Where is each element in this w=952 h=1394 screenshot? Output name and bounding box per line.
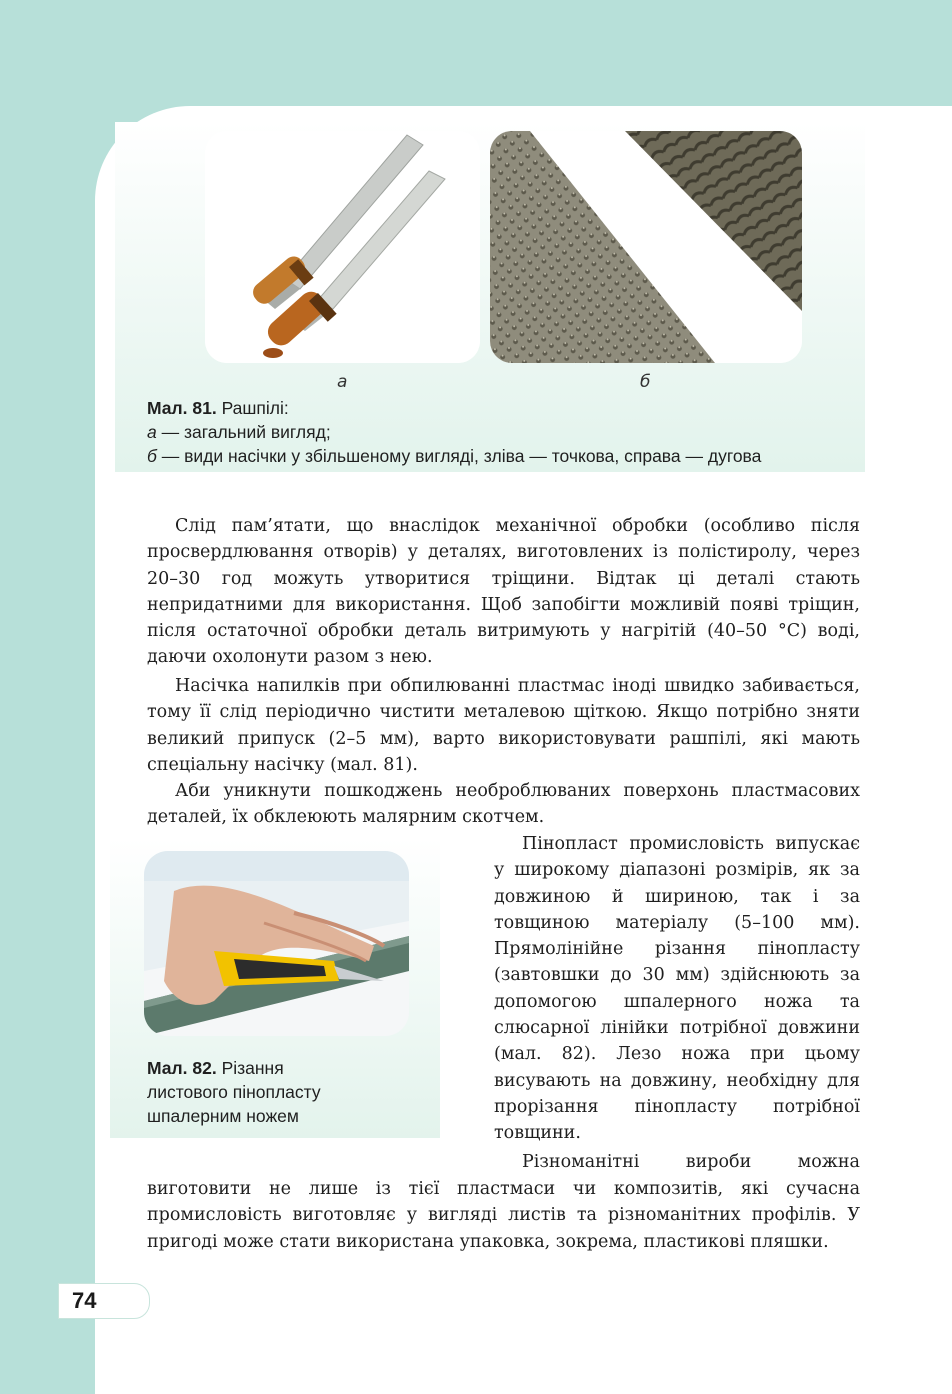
figure-81-caption — [147, 396, 761, 468]
paragraph-file-cleaning: Насічка напилків при обпилюванні пластмас іноді швидко забивається, тому її слід періодично чистити металевою щіткою. Якщо потрібно зняти великий припуск (2–5 мм), варто використовувати рашпілі, які мають спеціальну насічку (мал. 81). — [147, 676, 860, 775]
figure-82-caption-line-1 — [147, 1056, 321, 1080]
paragraph-products: виготовити не лише із тієї пластмаси чи композитів, які сучасна промисловість виготовляє у вигляді листів та різноманітних профілів. У пригоді може стати використана упаковка, зокрема, пластикові пляшки. — [147, 1179, 860, 1252]
figure-82-caption-text: Різання — [216, 1058, 284, 1078]
figure-81-caption-line-1 — [147, 396, 761, 420]
foam-cutting-photo — [144, 851, 409, 1036]
caption-letter-a: а — [147, 422, 157, 442]
paragraph-products-first-line: Різноманітні вироби можна — [522, 1152, 860, 1172]
figure-82-caption — [147, 1056, 321, 1128]
paragraph-masking-tape: Аби уникнути пошкоджень необроблюваних поверхонь пластмасових деталей, їх обклеюють малярним скотчем. — [147, 781, 860, 828]
caption-b-description: — види насічки у збільшеному вигляді, зліва — точкова, справа — дугова — [156, 446, 762, 466]
figure-81-label-b: б — [640, 372, 651, 392]
figure-81-caption-line-2 — [147, 420, 761, 444]
figure-82-caption-line-2: листового пінопласту — [147, 1082, 321, 1102]
figure-81-caption-title: Мал. 81. — [147, 398, 217, 418]
figure-81-caption-line-3 — [147, 444, 761, 468]
caption-letter-b: б — [147, 446, 157, 466]
page-number: 74 — [72, 1288, 97, 1313]
rasp-teeth-closeup-photo — [490, 131, 802, 363]
figure-81-caption-text: Рашпілі: — [216, 398, 289, 418]
paragraph-cracks: Слід пам’ятати, що внаслідок механічної обробки (особливо після просвердлювання отворів) у деталях, виготовлених із полістиролу, через 20–30 год можуть утворитися тріщини. Відтак ці деталі стають непридатними для використання. Щоб запобігти можливій появі тріщин, після остаточної обробки деталь витримують у нагрітій (40–50 °С) воді, даючи охолонути разом з нею. — [147, 516, 860, 668]
figure-82-caption-title: Мал. 82. — [147, 1058, 217, 1078]
rasp-overview-photo — [205, 131, 480, 363]
figure-82-caption-line-3: шпалерним ножем — [147, 1106, 299, 1126]
paragraph-foam-cutting: Пінопласт промисловість випускає у широкому діапазоні розмірів, як за довжиною й шириною, так і за товщиною матеріалу (5–100 мм). Прямолінійне різання пінопласту (завтовшки до 30 мм) здійснюють за допомогою шпалерного ножа та слюсарної лінійки потрібної довжини (мал. 82). Лезо ножа при цьому висувають на довжину, необхідну для прорізання пінопласту потрібної товщини. — [494, 834, 860, 1144]
caption-a-description: — загальний вигляд; — [156, 422, 331, 442]
figure-81-label-a: а — [337, 372, 348, 392]
